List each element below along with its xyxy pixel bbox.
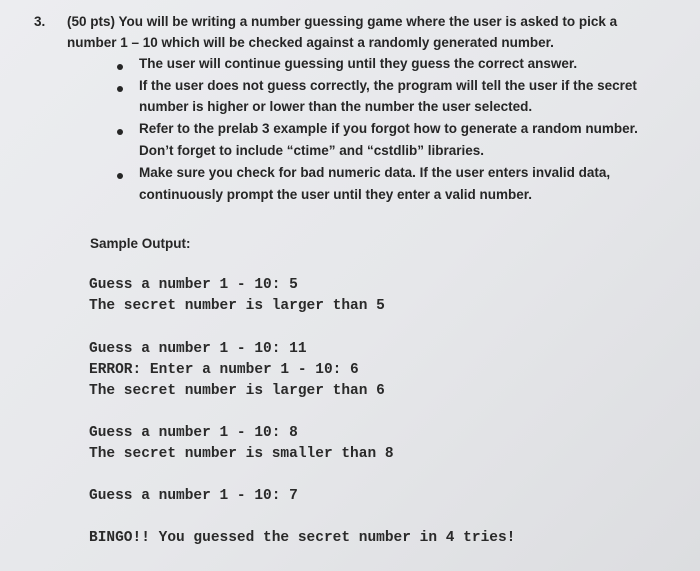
sample-line-3: Guess a number 1 - 10: 11 xyxy=(89,341,307,357)
bullet-3-line-2: Don’t forget to include “ctime” and “cstdlib” libraries. xyxy=(139,143,485,158)
bullet-2-line-2: number is higher or lower than the number the user selected. xyxy=(139,99,533,114)
bullet-4-line-1: Make sure you check for bad numeric data. If the user enters invalid data, xyxy=(139,165,611,180)
bullet-4-line-2: continuously prompt the user until they enter a valid number. xyxy=(139,187,533,202)
sample-line-7: The secret number is smaller than 8 xyxy=(89,446,394,462)
sample-line-6: Guess a number 1 - 10: 8 xyxy=(89,425,298,441)
question-text-line-1: (50 pts) You will be writing a number guessing game where the user is asked to pick a xyxy=(67,14,618,29)
sample-line-4: ERROR: Enter a number 1 - 10: 6 xyxy=(89,362,359,378)
bullet-3-line-1: Refer to the prelab 3 example if you forgot how to generate a random number. xyxy=(139,121,638,136)
bullet-1-line-1: The user will continue guessing until they guess the correct answer. xyxy=(139,56,578,71)
sample-line-2: The secret number is larger than 5 xyxy=(89,298,385,314)
sample-line-9: BINGO!! You guessed the secret number in 4 tries! xyxy=(89,530,516,546)
bullet-dot xyxy=(117,86,123,92)
question-text-line-2: number 1 – 10 which will be checked against a randomly generated number. xyxy=(67,35,554,50)
bullet-dot xyxy=(117,129,123,135)
bullet-dot xyxy=(117,64,123,70)
question-number: 3. xyxy=(34,14,46,29)
bullet-dot xyxy=(117,173,123,179)
sample-line-5: The secret number is larger than 6 xyxy=(89,383,385,399)
sample-output-heading: Sample Output: xyxy=(90,236,191,251)
sample-line-8: Guess a number 1 - 10: 7 xyxy=(89,488,298,504)
bullet-2-line-1: If the user does not guess correctly, the program will tell the user if the secret xyxy=(139,78,637,93)
sample-line-1: Guess a number 1 - 10: 5 xyxy=(89,277,298,293)
